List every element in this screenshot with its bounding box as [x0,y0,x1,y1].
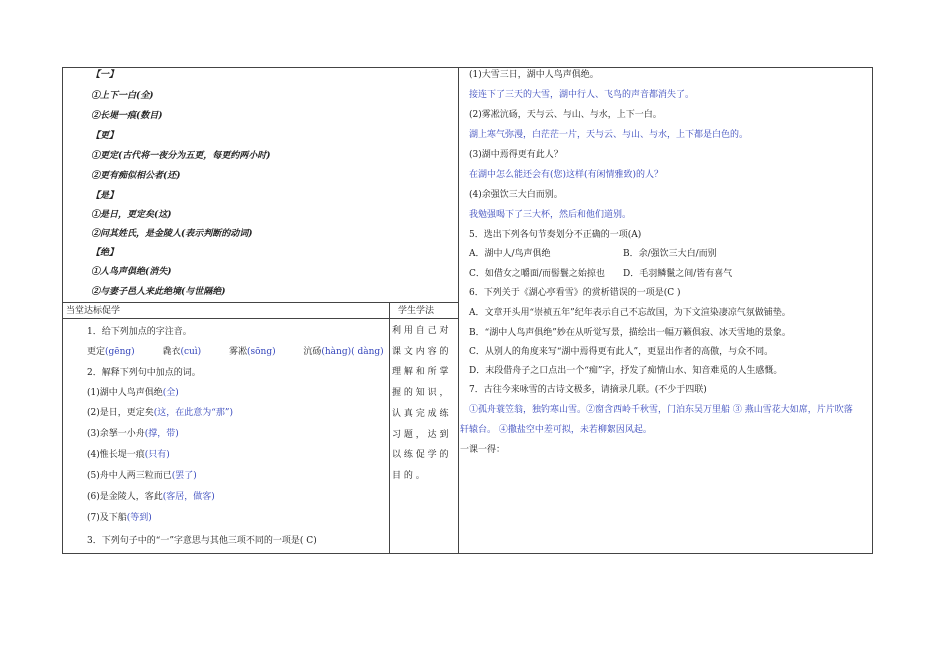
definition-answer: (客居，做客) [162,492,215,502]
translation-answer: 在湖中怎么能还会有(您)这样(有闲情雅致)的人？ [469,170,664,180]
definition-answer: (撑，带) [144,429,179,439]
note-heading: 【绝】 [91,248,119,258]
method-text-row: 课 文 内 容 的 [392,346,449,357]
q5-option-a: A．湖中人/鸟声俱绝 [469,249,551,259]
pinyin-answer: (cuì) [180,347,202,357]
method-header: 学生学法 [398,306,435,316]
note-heading: 【一】 [91,70,119,80]
q6-option-b: B．“湖中人鸟声俱绝”妙在从听觉写景，描绘出一幅万籁俱寂、冰天雪地的景象。 [469,328,791,338]
translation-prompt: (3)湖中焉得更有此人？ [469,150,563,160]
method-text-row: 目 的 。 [392,470,425,481]
note-line: ①上下一白(全) [91,91,154,101]
note-heading: 【是】 [91,191,119,201]
pinyin-word: 沆砀 [303,347,322,357]
q5-option-c: C．如借女之嚼面/而髻鬟之始掠也 [469,269,605,279]
translation-prompt: (1)大雪三日，湖中人鸟声俱绝。 [469,70,599,80]
translation-answer: 湖上寒气弥漫，白茫茫一片，天与云、与山、与水，上下都是白色的。 [469,130,749,140]
translation-prompt: (4)余强饮三大白而别。 [469,190,563,200]
definition-text: (3)余拏一小舟 [87,429,145,439]
translation-answer: 接连下了三天的大雪，湖中行人、飞鸟的声音都消失了。 [469,90,695,100]
method-text-row: 以 练 促 学 的 [392,450,449,461]
note-line: ①更定(古代将一夜分为五更，每更约两小时) [91,151,271,161]
q6-option-a: A．文章开头用“崇祯五年”纪年表示自己不忘故国，为下文渲染凄凉气氛做铺垫。 [469,308,791,318]
pinyin-word: 雾凇 [228,347,247,357]
pinyin-row [87,346,384,358]
note-line: ②与妻子邑人来此绝境(与世隔绝) [91,287,226,297]
pinyin-answer: (sōng) [246,347,276,357]
definition-text: (6)是金陵人，客此 [87,492,163,502]
translation-answer: 我勉强喝下了三大杯，然后和他们道别。 [469,210,632,220]
question-3: 3．下列句子中的“一”字意思与其他三项不同的一项是( C) [87,536,317,546]
definition-item [87,387,179,399]
definition-answer: (等到) [126,513,152,523]
q6-option-c: C．从别人的角度来写“湖中焉得更有此人”，更显出作者的高傲，与众不同。 [469,347,774,357]
definition-item [87,428,179,440]
method-text-row: 认 真 完 成 练 [392,408,449,419]
question-1: 1．给下列加点的字注音。 [87,327,192,337]
method-column-divider [389,302,390,554]
definition-item [87,491,215,503]
definition-text: (5)舟中人两三粒而已 [87,471,172,481]
definition-text: (7)及下船 [87,513,127,523]
center-divider [458,67,459,554]
definition-item [87,470,197,482]
header-divider [62,318,458,319]
q5-option-d: D．毛羽鳞鬣之间/皆有喜气 [623,269,733,279]
pinyin-word: 更定 [87,347,106,357]
note-line: ①人鸟声俱绝(消失) [91,267,172,277]
question-7: 7．古往今来咏雪的古诗文极多，请摘录几联。(不少于四联) [469,385,707,395]
q7-answer: ①孤舟蓑笠翁，独钓寒山雪。②窗含西岭千秋雪，门泊东吴万里船 ③ 燕山雪花大如席，片片吹落 [469,405,853,415]
q6-option-d: D．末段借舟子之口点出一个“痴”字，抒发了痴情山水、知音难觅的人生感慨。 [469,366,783,376]
definition-item [87,407,233,419]
method-text-row: 习 题 ， 达 到 [392,429,449,440]
note-line: ②问其姓氏，是金陵人(表示判断的动词) [91,229,253,239]
question-2: 2．解释下列句中加点的词。 [87,368,201,378]
method-text-row: 握 的 知 识 ， [392,388,449,399]
row-divider [62,302,458,303]
definition-text: (1)湖中人鸟声俱绝 [87,388,163,398]
method-text-row: 理 解 和 所 掌 [392,367,449,378]
definition-text: (4)惟长堤一痕 [87,450,145,460]
definition-answer: (这，在此意为“那”) [153,408,233,418]
pinyin-answer: (gēng) [105,347,135,357]
q5-option-b: B．余/强饮三大白/而别 [623,249,717,259]
method-text-row: 利 用 自 己 对 [392,326,449,336]
section-header: 当堂达标促学 [66,306,121,316]
pinyin-word: 毳衣 [162,347,181,357]
note-heading: 【更】 [91,131,119,141]
definition-item [87,449,170,461]
definition-answer: (罢了) [171,471,197,481]
definition-text: (2)是日，更定矣 [87,408,154,418]
definition-answer: (全) [162,388,179,398]
definition-answer: (只有) [144,450,170,460]
reflection-label: 一课一得： [460,445,506,455]
pinyin-answer: (hàng)( dàng) [321,347,384,357]
q7-answer: 轩辕台。 ④撒盐空中差可拟，未若柳絮因风起。 [460,425,652,435]
translation-prompt: (2)雾凇沆砀，天与云、与山、与水，上下一白。 [469,110,662,120]
note-line: ②长堤一痕(数目) [91,111,163,121]
question-5: 5．选出下列各句节奏划分不正确的一项(A) [469,230,642,240]
question-6: 6．下列关于《湖心亭看雪》的赏析错误的一项是(C ) [469,288,681,298]
definition-item [87,512,152,524]
note-line: ①是日，更定矣(这) [91,210,172,220]
note-line: ②更有痴似相公者(还) [91,171,181,181]
